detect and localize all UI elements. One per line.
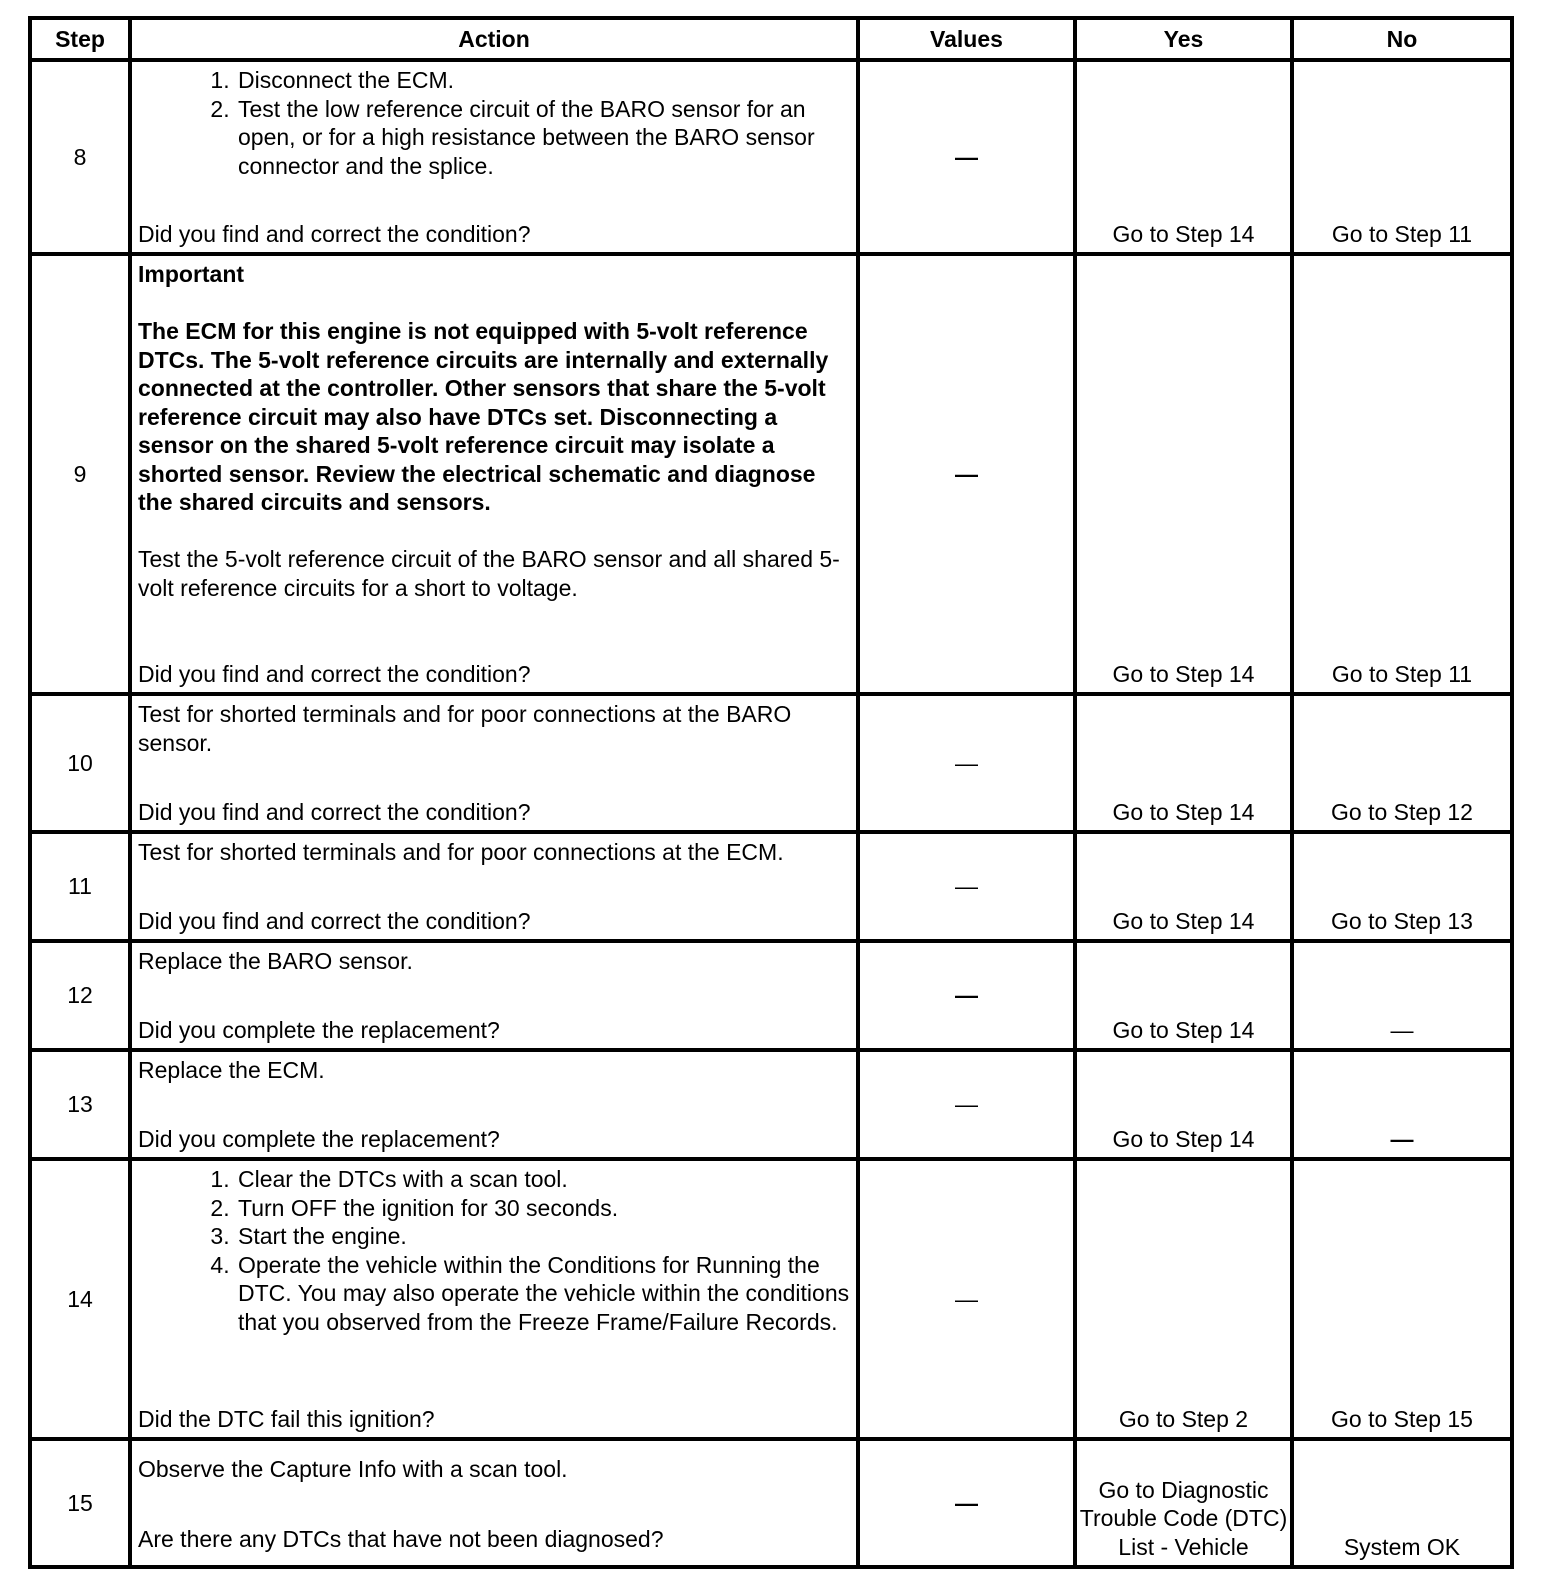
- values-cell: —: [858, 60, 1075, 254]
- action-text: Test the 5-volt reference circuit of the BARO sensor and all shared 5-volt reference circuits for a short to voltage.: [138, 546, 840, 601]
- table-row: [30, 254, 1512, 694]
- step-number: 12: [30, 941, 130, 1050]
- list-item: 4. Operate the vehicle within the Conditions for Running the DTC. You may also operate the vehicle within the conditions that you observed from the Freeze Frame/Failure Records.: [236, 1251, 850, 1337]
- action-cell: [130, 60, 858, 254]
- action-cell: [130, 941, 858, 1050]
- action-cell: [130, 1050, 858, 1159]
- yes-cell: Go to Step 2: [1075, 1159, 1292, 1439]
- table-row: [30, 1439, 1512, 1567]
- step-number: 11: [30, 832, 130, 941]
- list-item: 1. Clear the DTCs with a scan tool.: [236, 1165, 850, 1194]
- header-yes: Yes: [1075, 18, 1292, 60]
- table-row: [30, 832, 1512, 941]
- values-cell: —: [858, 254, 1075, 694]
- no-cell: Go to Step 15: [1292, 1159, 1512, 1439]
- yes-cell: Go to Step 14: [1075, 254, 1292, 694]
- header-no: No: [1292, 18, 1512, 60]
- no-cell: —: [1292, 1050, 1512, 1159]
- table-row: [30, 1159, 1512, 1439]
- values-cell: —: [858, 694, 1075, 832]
- yes-cell: Go to Step 14: [1075, 832, 1292, 941]
- step-number: 10: [30, 694, 130, 832]
- step-number: 15: [30, 1439, 130, 1567]
- no-cell: System OK: [1292, 1439, 1512, 1567]
- header-values: Values: [858, 18, 1075, 60]
- values-cell: —: [858, 1050, 1075, 1159]
- action-cell: [130, 832, 858, 941]
- question-text: Did you complete the replacement?: [138, 1125, 500, 1152]
- procedure-list: [138, 1165, 850, 1336]
- values-cell: —: [858, 1159, 1075, 1439]
- no-cell: Go to Step 13: [1292, 832, 1512, 941]
- action-text: Replace the ECM.: [138, 1057, 325, 1083]
- yes-cell: Go to Diagnostic Trouble Code (DTC) List - Vehicle: [1075, 1439, 1292, 1567]
- question-text: Are there any DTCs that have not been diagnosed?: [138, 1525, 664, 1552]
- list-item: 3. Start the engine.: [236, 1222, 850, 1251]
- yes-cell: Go to Step 14: [1075, 694, 1292, 832]
- no-cell: Go to Step 11: [1292, 60, 1512, 254]
- important-title: Important: [138, 261, 245, 287]
- values-cell: —: [858, 1439, 1075, 1567]
- table-row: [30, 60, 1512, 254]
- question-text: Did you find and correct the condition?: [138, 220, 531, 247]
- header-step: Step: [30, 18, 130, 60]
- important-note: The ECM for this engine is not equipped with 5-volt reference DTCs. The 5-volt reference circuits are internally and externally connected at the controller. Other sensors that share the 5-volt reference circuit may also have DTCs set. Disconnecting a sensor on the shared 5-volt reference circuit may isolate a shorted sensor. Review the electrical schematic and diagnose the shared circuits and sensors.: [138, 318, 829, 515]
- question-text: Did you find and correct the condition?: [138, 798, 531, 825]
- table-row: [30, 941, 1512, 1050]
- question-text: Did you find and correct the condition?: [138, 660, 531, 687]
- table-row: [30, 694, 1512, 832]
- list-item: 2. Turn OFF the ignition for 30 seconds.: [236, 1194, 850, 1223]
- action-text: Test for shorted terminals and for poor connections at the ECM.: [138, 839, 784, 865]
- list-item: 1. Disconnect the ECM.: [236, 66, 850, 95]
- no-cell: Go to Step 11: [1292, 254, 1512, 694]
- diagnostic-table: [28, 16, 1514, 1569]
- yes-cell: Go to Step 14: [1075, 60, 1292, 254]
- action-text: Replace the BARO sensor.: [138, 948, 413, 974]
- list-item: 2. Test the low reference circuit of the BARO sensor for an open, or for a high resistance between the BARO sensor connector and the splice.: [236, 95, 850, 181]
- table-row: [30, 1050, 1512, 1159]
- header-action: Action: [130, 18, 858, 60]
- question-text: Did you find and correct the condition?: [138, 907, 531, 934]
- step-number: 9: [30, 254, 130, 694]
- step-number: 8: [30, 60, 130, 254]
- action-cell: [130, 694, 858, 832]
- no-cell: —: [1292, 941, 1512, 1050]
- no-cell: Go to Step 12: [1292, 694, 1512, 832]
- action-text: Observe the Capture Info with a scan tool.: [138, 1456, 568, 1482]
- values-cell: —: [858, 832, 1075, 941]
- header-row: [30, 18, 1512, 60]
- procedure-list: [138, 66, 850, 180]
- action-cell: [130, 1439, 858, 1567]
- values-cell: —: [858, 941, 1075, 1050]
- step-number: 13: [30, 1050, 130, 1159]
- yes-cell: Go to Step 14: [1075, 1050, 1292, 1159]
- question-text: Did the DTC fail this ignition?: [138, 1405, 435, 1432]
- question-text: Did you complete the replacement?: [138, 1016, 500, 1043]
- action-cell: [130, 1159, 858, 1439]
- yes-cell: Go to Step 14: [1075, 941, 1292, 1050]
- step-number: 14: [30, 1159, 130, 1439]
- action-text: Test for shorted terminals and for poor connections at the BARO sensor.: [138, 701, 792, 756]
- action-cell: [130, 254, 858, 694]
